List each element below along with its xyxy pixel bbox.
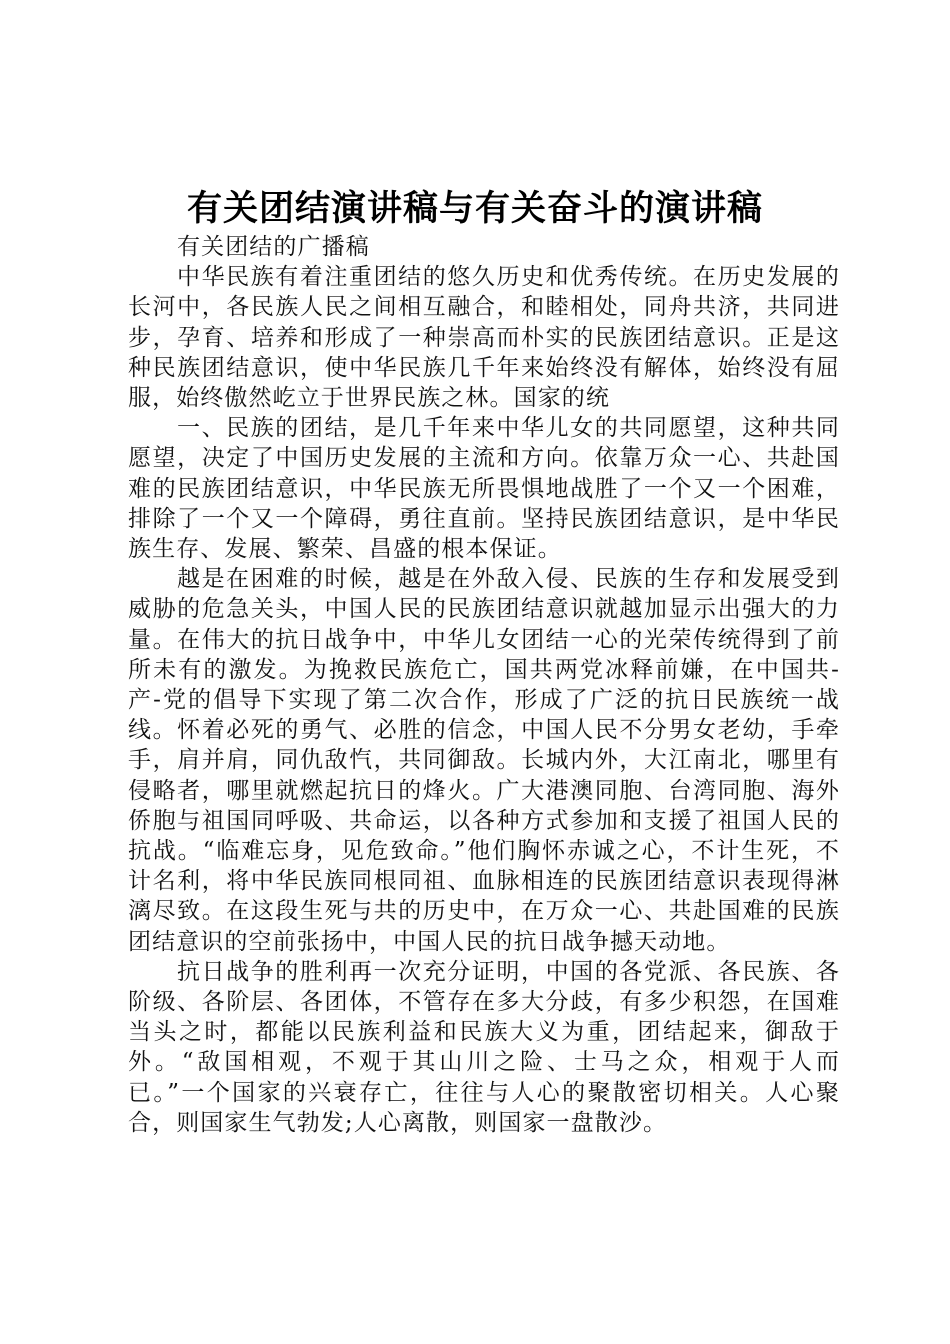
paragraph-3: 越是在困难的时候，越是在外敌入侵、民族的生存和发展受到威胁的危急关头，中国人民的民族团结意识就越加显示出强大的力量。在伟大的抗日战争中，中华儿女团结一心的光荣传统得到了前所未有的激发。为挽救民族危亡，国共两党冰释前嫌，在中国共-产-党的倡导下实现了第二次合作，形成了广泛的抗日民族统一战线。怀着必死的勇气、必胜的信念，中国人民不分男女老幼，手牵手，肩并肩，同仇敌忾，共同御敌。长城内外，大江南北，哪里有侵略者，哪里就燃起抗日的烽火。广大港澳同胞、台湾同胞、海外侨胞与祖国同呼吸、共命运，以各种方式参加和支援了祖国人民的抗战。“临难忘身，见危致命。”他们胸怀赤诚之心，不计生死，不计名利，将中华民族同根同祖、血脉相连的民族团结意识表现得淋漓尽致。在这段生死与共的历史中，在万众一心、共赴国难的民族团结意识的空前张扬中，中国人民的抗日战争撼天动地。 <box>128 566 840 955</box>
paragraph-4: 抗日战争的胜利再一次充分证明，中国的各党派、各民族、各阶级、各阶层、各团体，不管存在多大分歧，有多少积怨，在国难当头之时，都能以民族利益和民族大义为重，团结起来，御敌于外。“敌国相观，不观于其山川之险、士马之众，相观于人而已。”一个国家的兴衰存亡，往往与人心的聚散密切相关。人心聚合，则国家生气勃发;人心离散，则国家一盘散沙。 <box>128 958 840 1136</box>
document-body <box>128 232 840 1138</box>
document-title: 有关团结演讲稿与有关奋斗的演讲稿 <box>186 188 763 229</box>
paragraph-1: 中华民族有着注重团结的悠久历史和优秀传统。在历史发展的长河中，各民族人民之间相互融合，和睦相处，同舟共济，共同进步，孕育、培养和形成了一种崇高而朴实的民族团结意识。正是这种民族团结意识，使中华民族几千年来始终没有解体，始终没有屈服，始终傲然屹立于世界民族之林。国家的统 <box>128 264 840 412</box>
section-subheading: 有关团结的广播稿 <box>177 234 370 260</box>
paragraph-2: 一、民族的团结，是几千年来中华儿女的共同愿望，这种共同愿望，决定了中国历史发展的主流和方向。依靠万众一心、共赴国难的民族团结意识，中华民族无所畏惧地战胜了一个又一个困难，排除了一个又一个障碍，勇往直前。坚持民族团结意识，是中华民族生存、发展、繁荣、昌盛的根本保证。 <box>128 415 840 563</box>
